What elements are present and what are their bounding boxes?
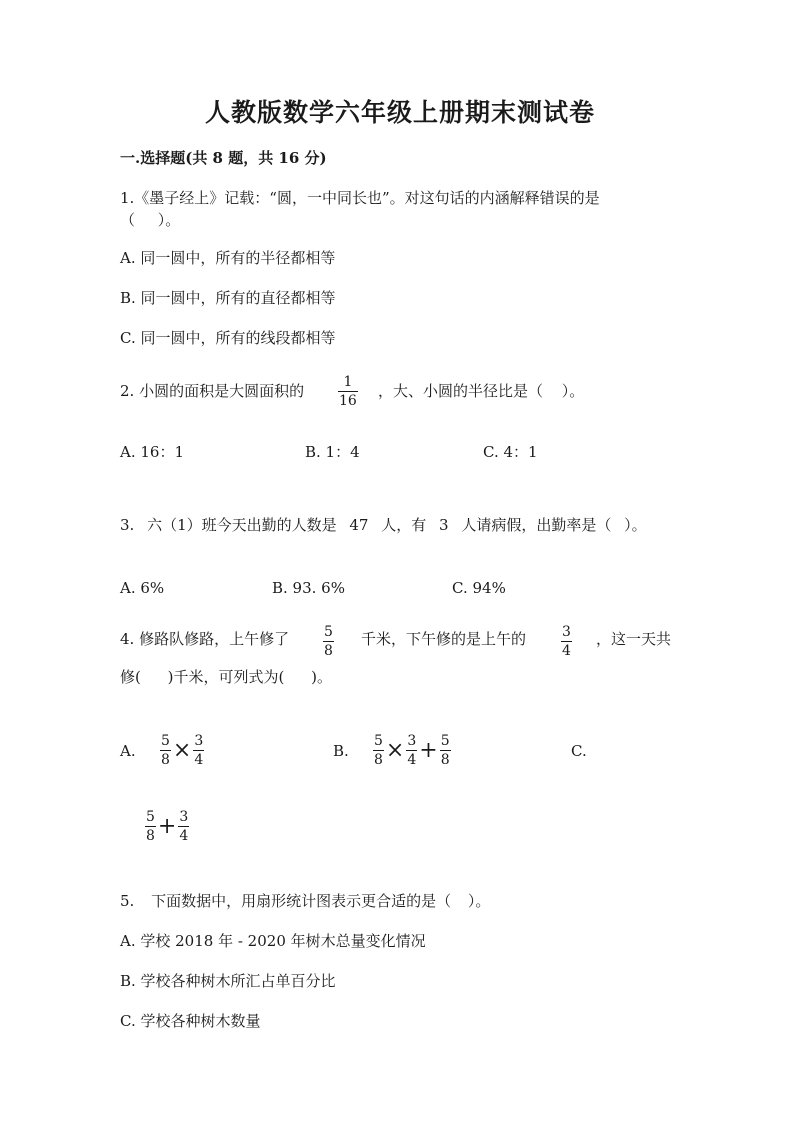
fraction-numerator: 3: [562, 624, 571, 640]
fraction-bar: [406, 750, 417, 751]
section-heading: 一.选择题(共 8 题，共 16 分): [120, 149, 327, 167]
fraction-bar: [440, 750, 451, 751]
q5-option-b: B. 学校各种树木所汇占单百分比: [120, 972, 336, 990]
fraction-denominator: 8: [440, 752, 450, 768]
fraction-numerator: 5: [324, 624, 333, 640]
q4-stem-mid: 千米，下午修的是上午的: [361, 630, 527, 648]
fraction-bar: [338, 391, 358, 392]
fraction-denominator: 4: [407, 752, 417, 768]
q4-stem-line2: 修( )千米，可列式为( )。: [120, 668, 332, 686]
page-title: 人教版数学六年级上册期末测试卷: [204, 98, 595, 127]
fraction-denominator: 4: [179, 828, 189, 844]
fraction-denominator: 8: [146, 828, 155, 844]
times-sign: ×: [385, 737, 405, 763]
q5-stem: 5. 下面数据中，用扇形统计图表示更合适的是（ ）。: [120, 892, 491, 910]
q4-stem-post: ，这一天共: [596, 630, 672, 648]
q4-fraction-morning: [323, 624, 334, 659]
q3-option-b: B. 93. 6%: [272, 579, 345, 597]
fraction-three-quarters: [406, 733, 417, 768]
fraction-bar: [323, 641, 334, 642]
q3-option-a: A. 6%: [120, 579, 165, 597]
q2-stem-post: ，大、小圆的半径比是（ ）。: [378, 382, 585, 400]
q4-option-a-label: A.: [120, 742, 136, 760]
fraction-denominator: 4: [562, 643, 571, 659]
q1-paren: （ ）。: [120, 211, 181, 229]
q3-stem: 3. 六（1）班今天出勤的人数是 47 人，有 3 人请病假，出勤率是（ ）。: [120, 516, 647, 534]
fraction-three-quarters: [178, 809, 189, 844]
fraction-numerator: 5: [440, 733, 450, 749]
q4-option-c-expression: [145, 809, 189, 844]
q5-option-a: A. 学校 2018 年 - 2020 年树木总量变化情况: [120, 932, 426, 950]
fraction-numerator: 3: [407, 733, 417, 749]
fraction-denominator: 16: [339, 393, 357, 409]
fraction-bar: [145, 826, 156, 827]
q4-option-b-expression: [373, 733, 451, 768]
q4-fraction-ratio: [561, 624, 572, 659]
fraction-denominator: 4: [194, 752, 204, 768]
fraction-bar: [178, 826, 189, 827]
q2-option-b: B. 1：4: [305, 443, 360, 461]
q2-option-a: A. 16：1: [120, 443, 184, 461]
q2-option-c: C. 4：1: [483, 443, 538, 461]
fraction-bar: [193, 750, 204, 751]
q4-stem-pre: 4. 修路队修路，上午修了: [120, 630, 290, 648]
fraction-denominator: 8: [374, 752, 383, 768]
q1-option-b: B. 同一圆中，所有的直径都相等: [120, 289, 336, 307]
fraction-bar: [160, 750, 171, 751]
fraction-numerator: 5: [161, 733, 170, 749]
fraction-five-eighths: [440, 733, 451, 768]
fraction-numerator: 5: [374, 733, 383, 749]
q4-option-b-label: B.: [333, 742, 349, 760]
fraction-denominator: 8: [324, 643, 333, 659]
fraction-denominator: 8: [161, 752, 170, 768]
plus-sign: +: [419, 737, 438, 763]
q1-stem: 1.《墨子经上》记载：“圆，一中同长也”。对这句话的内涵解释错误的是: [120, 189, 600, 207]
fraction-five-eighths: [145, 809, 156, 844]
times-sign: ×: [172, 737, 192, 763]
fraction-five-eighths: [160, 733, 171, 768]
q3-option-c: C. 94%: [452, 579, 506, 597]
fraction-five-eighths: [373, 733, 384, 768]
fraction-bar: [561, 641, 572, 642]
plus-sign: +: [157, 813, 177, 839]
q4-option-a-expression: [160, 733, 204, 768]
fraction-numerator: 3: [194, 733, 204, 749]
fraction-numerator: 5: [146, 809, 155, 825]
fraction-three-quarters: [193, 733, 204, 768]
q4-option-c-label: C.: [571, 742, 587, 760]
fraction-bar: [373, 750, 384, 751]
q5-option-c: C. 学校各种树木数量: [120, 1012, 261, 1030]
q2-stem-pre: 2. 小圆的面积是大圆面积的: [120, 382, 305, 400]
fraction-numerator: 3: [179, 809, 189, 825]
fraction-numerator: 1: [343, 374, 353, 390]
q2-fraction: [338, 374, 358, 409]
q1-option-a: A. 同一圆中，所有的半径都相等: [120, 249, 336, 267]
q1-option-c: C. 同一圆中，所有的线段都相等: [120, 329, 336, 347]
